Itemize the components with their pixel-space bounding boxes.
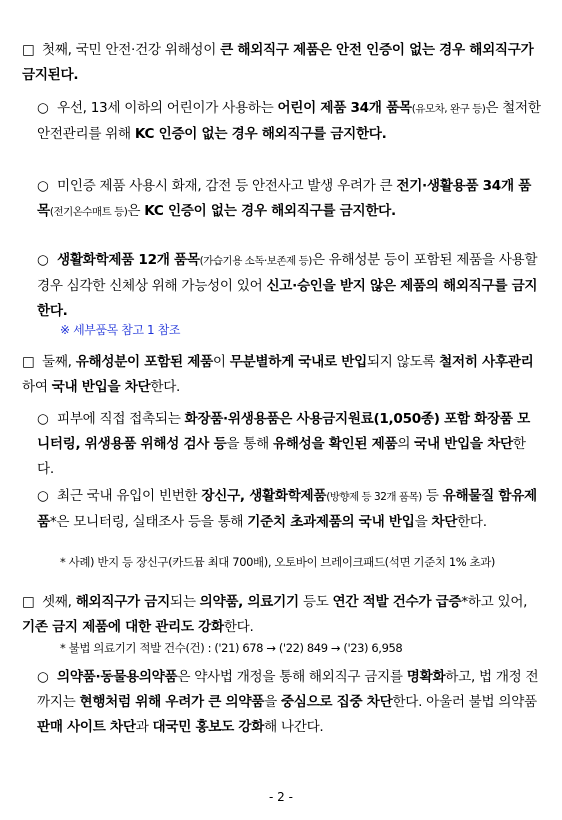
text-small: (유모차, 완구 등) <box>411 103 486 115</box>
text-bold: 어린이 제품 34개 품목 <box>277 100 412 116</box>
section-second <box>22 350 542 400</box>
text: 과 <box>135 719 153 735</box>
item-accessories <box>37 484 542 535</box>
text: 하여 <box>22 379 52 395</box>
text-bold: 유해물질 함유제품 <box>37 488 537 530</box>
text: 미인증 제품 사용시 화재, 감전 등 안전사고 발생 우려가 큰 <box>57 178 397 194</box>
text: 등도 <box>298 594 333 610</box>
text-bold: KC 인증이 없는 경우 해외직구를 금지한다. <box>134 126 387 142</box>
text: 의 <box>397 436 415 452</box>
text: 을 통해 <box>226 436 273 452</box>
square-bullet-icon: □ <box>22 42 35 58</box>
text: 한다. <box>223 619 254 635</box>
text-small: (방향제 등 32개 품목) <box>326 491 422 503</box>
text: 우선, 13세 이하의 어린이가 사용하는 <box>57 100 278 116</box>
circle-bullet-icon: ○ <box>37 252 49 268</box>
text: 한다. <box>457 514 487 530</box>
text: *하고 있어, <box>461 594 528 610</box>
text-bold: 큰 해외직구 제품은 안전 인증이 없는 경우 해외직구가 금지된다. <box>22 42 534 83</box>
text-small: (전기온수매트 등) <box>49 206 128 218</box>
page-number: - 2 - <box>269 790 293 804</box>
text: 한다. <box>37 436 526 477</box>
text-bold: 철저히 사후관리 <box>439 354 534 370</box>
circle-bullet-icon: ○ <box>37 100 49 116</box>
square-bullet-icon: □ <box>22 354 35 370</box>
text-bold: 차단 <box>431 514 458 530</box>
text-bold: 기존 금지 제품에 대한 관리도 강화 <box>22 619 224 635</box>
text-bold: 의약품, 의료기기 <box>199 594 299 610</box>
text: 셋째, <box>42 594 76 610</box>
square-bullet-icon: □ <box>22 594 35 610</box>
text: 첫째, 국민 안전·건강 위해성이 <box>42 42 221 58</box>
item-children-products <box>37 96 542 147</box>
text: 둘째, <box>42 354 76 370</box>
text-bold: 유해성을 확인된 제품 <box>272 436 398 452</box>
section-third <box>22 590 542 640</box>
item-medicines <box>37 665 542 740</box>
text: *은 모니터링, 실태조사 등을 통해 <box>49 514 248 530</box>
footnote: * 불법 의료기기 적발 건수(건) : ('21) 678 → ('22) 849 → ('23) 6,958 <box>60 641 403 655</box>
text-bold: 판매 사이트 차단 <box>37 719 136 735</box>
text: 하고, 법 개정 전까지는 <box>37 669 539 710</box>
footnote: * 사례) 반지 등 장신구(카드뮴 최대 700배), 오토바이 브레이크패드(석면 기준치 1% 초과) <box>60 555 496 569</box>
text-bold: 기준치 초과제품의 국내 반입 <box>247 514 415 530</box>
text-small: (가습기용 소독·보존제 등) <box>199 255 312 267</box>
text: 을 <box>264 694 281 710</box>
item-chemical-products <box>37 248 542 324</box>
text-bold: 전기·생활용품 34개 품목 <box>37 178 532 219</box>
text: 을 <box>414 514 432 530</box>
text-bold: 신고·승인을 받지 않은 제품의 해외직구를 금지한다. <box>37 278 538 319</box>
text: 은 유해성분 등이 포함된 제품을 사용할 경우 심각한 신체상 위해 가능성이 있어 <box>37 252 538 294</box>
reference-note: ※ 세부품목 참고 1 참조 <box>60 323 181 337</box>
section-first <box>22 38 542 88</box>
item-electric-products <box>37 174 542 225</box>
text: 은 철저한 안전관리를 위해 <box>37 100 541 142</box>
text: 한다. 아울러 불법 의약품 <box>392 694 537 710</box>
text-bold: 유해성분이 포함된 제품 <box>75 354 213 370</box>
text: 최근 국내 유입이 빈번한 <box>57 488 202 504</box>
text-bold: 장신구, 생활화학제품 <box>201 488 327 504</box>
text-bold: 연간 적발 건수가 급증 <box>332 594 462 610</box>
text-bold: 대국민 홍보도 강화 <box>152 719 265 735</box>
text-bold: 국내 반입을 차단 <box>414 436 513 452</box>
circle-bullet-icon: ○ <box>37 178 49 194</box>
circle-bullet-icon: ○ <box>37 488 49 504</box>
circle-bullet-icon: ○ <box>37 411 49 427</box>
text: 등 <box>421 488 443 504</box>
text-bold: 화장품·위생용품은 사용금지원료(1,050종) 포함 화장품 모니터링, 위생용품 위해성 검사 등 <box>37 411 530 452</box>
text-bold: 국내 반입을 차단 <box>51 379 151 395</box>
text-bold: 중심으로 집중 차단 <box>280 694 393 710</box>
text: 은 <box>127 203 145 219</box>
text-bold: KC 인증이 없는 경우 해외직구를 금지한다. <box>144 203 396 219</box>
item-cosmetics <box>37 407 542 482</box>
text-bold: 생활화학제품 12개 품목 <box>57 252 200 268</box>
text: 되지 않도록 <box>366 354 440 370</box>
text-bold: 명확화 <box>406 669 446 685</box>
text: 되는 <box>169 594 200 610</box>
circle-bullet-icon: ○ <box>37 669 49 685</box>
text-bold: 현행처럼 위해 우려가 큰 의약품 <box>79 694 265 710</box>
text-bold: 해외직구가 금지 <box>75 594 170 610</box>
text-bold: 의약품·동물용의약품 <box>57 669 178 685</box>
text-bold: 무분별하게 국내로 반입 <box>229 354 367 370</box>
text: 해 나간다. <box>264 719 324 735</box>
text: 피부에 직접 접촉되는 <box>57 411 185 427</box>
text: 은 약사법 개정을 통해 해외직구 금지를 <box>177 669 407 685</box>
text: 이 <box>212 354 230 370</box>
text: 한다. <box>150 379 181 395</box>
